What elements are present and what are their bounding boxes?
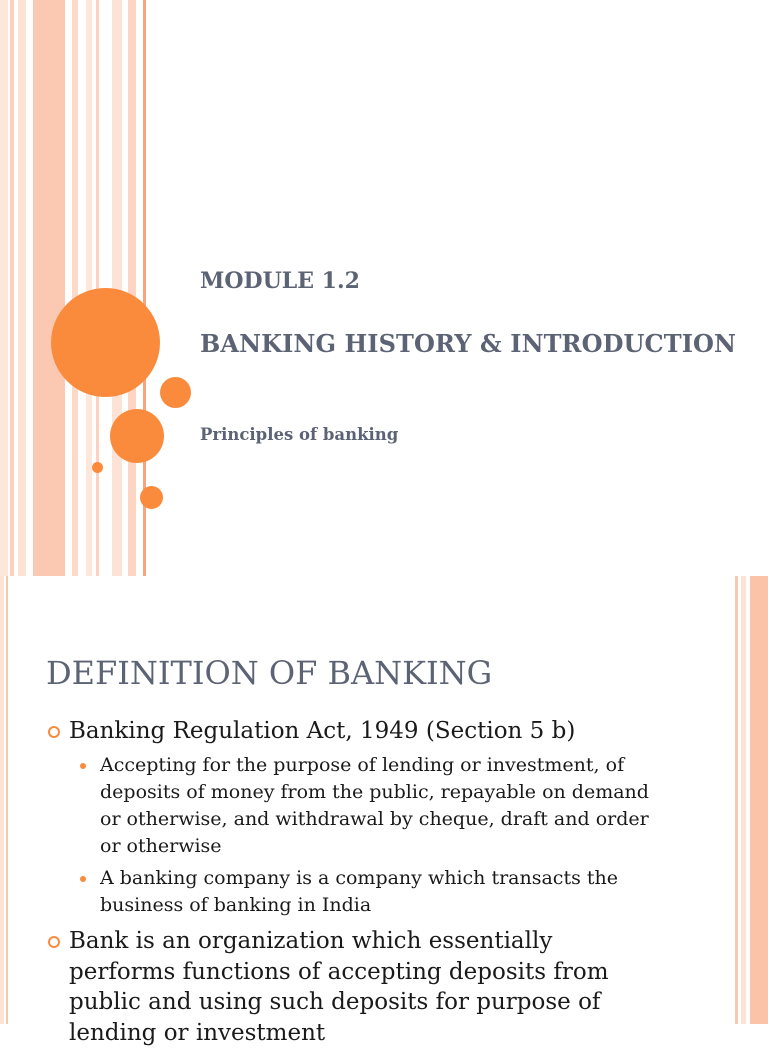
slide-subtitle: Principles of banking bbox=[200, 425, 399, 444]
sub-bullet-item bbox=[80, 752, 670, 860]
decor-circle bbox=[160, 377, 191, 408]
decor-stripe bbox=[750, 576, 768, 1024]
decor-stripe bbox=[33, 0, 65, 576]
decor-stripe bbox=[6, 576, 8, 1024]
decor-stripe bbox=[0, 0, 8, 576]
dot-bullet-icon bbox=[80, 876, 86, 882]
ring-bullet-icon bbox=[48, 726, 60, 738]
decor-stripe bbox=[128, 0, 136, 576]
bullet-item bbox=[48, 716, 575, 746]
decor-stripe bbox=[72, 0, 78, 576]
decor-circle bbox=[110, 409, 164, 463]
module-label: MODULE 1.2 bbox=[200, 268, 360, 294]
decor-stripe bbox=[0, 576, 4, 1024]
sub-bullet-text: A banking company is a company which transacts the business of banking in India bbox=[100, 867, 618, 916]
decor-circle bbox=[140, 486, 163, 509]
decor-circle bbox=[92, 462, 103, 473]
decor-stripe bbox=[10, 0, 14, 576]
slide-heading: DEFINITION OF BANKING bbox=[46, 654, 493, 692]
sub-bullet-text: Accepting for the purpose of lending or investment, of deposits of money from the public, repayable on demand or otherwise, and withdrawal by cheque, draft and order or otherwise bbox=[100, 754, 649, 857]
decor-circle-large bbox=[51, 288, 160, 397]
decor-stripe bbox=[735, 576, 738, 1024]
dot-bullet-icon bbox=[80, 763, 86, 769]
bullet-text: Banking Regulation Act, 1949 (Section 5 b) bbox=[69, 718, 576, 744]
decor-stripe bbox=[741, 576, 746, 1024]
decor-stripe bbox=[18, 0, 26, 576]
slide-title: BANKING HISTORY & INTRODUCTION bbox=[200, 329, 737, 358]
bullet-item bbox=[48, 926, 628, 1048]
decor-stripe bbox=[86, 0, 92, 576]
ring-bullet-icon bbox=[48, 936, 60, 948]
sub-bullet-item bbox=[80, 865, 670, 919]
bullet-text: Bank is an organization which essentially performs functions of accepting deposits from public and using such deposits for purpose of lending or investment bbox=[69, 928, 609, 1046]
